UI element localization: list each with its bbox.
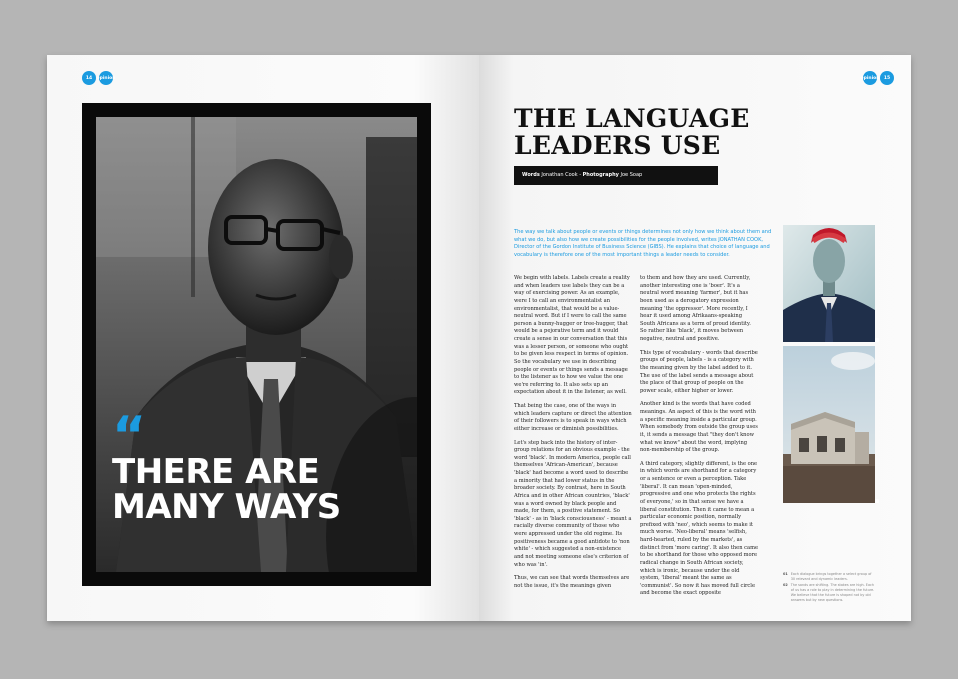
body-paragraph: Another kind is the words that have coded meanings. An aspect of this is the word with a specific meaning inside a particular group. When somebody from outside the group uses it, it sends a message that "they don't know what we know" about the word, implying non-membership of the group. xyxy=(640,401,758,454)
body-column-2 xyxy=(640,275,758,604)
author-name: Jonathan Cook xyxy=(541,172,578,178)
body-paragraph: We begin with labels. Labels create a reality and when leaders use labels they can be a way of exercising power. As an example, were I to call an environmentalist an environmentalist, that would be a value-neutral word. But if I were to call the same person a bunny-hugger or tree-hugger, that would be a pejorative term and it would create a sense in our conversation that this was a lesser person, or someone who ought to be given less respect in terms of opinion. So the vocabulary we use in describing people or events or things sends a message to the listener as to how we value the one we're referring to. It also sets up an expectation about it in the listener, as well. xyxy=(514,275,630,396)
magazine-spread xyxy=(47,55,911,621)
article-headline: THE LANGUAGE LEADERS USE xyxy=(514,104,750,160)
photo-corner-mark xyxy=(875,338,879,342)
portrait-photo xyxy=(96,117,417,572)
photographer-name: Joe Soap xyxy=(620,172,643,178)
caption-text: Each dialogue brings together a select group of 30 relevant and dynamic leaders. xyxy=(790,572,872,581)
left-page xyxy=(47,55,479,621)
photo-captions xyxy=(783,572,875,604)
photo-corner-mark xyxy=(875,499,879,503)
credit-bar xyxy=(514,166,718,185)
body-paragraph: This type of vocabulary - words that describe groups of people, labels - is a category with the meaning given by the label added to it. The use of the label sends a message about the place of that group of people on the power scale, either higher or lower. xyxy=(640,349,758,394)
section-badge: opinion xyxy=(863,71,877,85)
body-paragraph: A third category, slightly different, is the one in which words are shorthand for a category or a sentence or even a perception. Take 'liberal'. It can mean 'open-minded, progressive and one who protects the rights of everyone,' so in that sense we have a liberal constitution. Then it came to mean a particular economic position, normally prefixed with 'neo', which seems to make it much worse. 'Neo-liberal' means 'selfish, hard-hearted, ruled by the markets', as distinct from 'more caring'. It also then came to be shorthand for those who opposed more radical change in South African society, which is ironic, because under the old system, 'liberal' meant the same as 'communist'. So now it has moved full circle and become the exact opposite xyxy=(640,460,759,597)
photography-label: Photography xyxy=(582,172,619,178)
body-column-1 xyxy=(514,275,632,596)
page-number-badge: 14 xyxy=(82,71,96,85)
body-paragraph: That being the case, one of the ways in which leaders capture or direct the attention of their followers is to speak in ways which either increase or diminish possibilities. xyxy=(514,403,632,432)
caption-item xyxy=(783,583,875,603)
caption-number: 01 xyxy=(783,572,788,576)
body-paragraph: Let's step back into the history of inter-group relations for an obvious example - the word 'black'. In modern America, people call themselves 'African-American', because 'black' had become a word used to describe a minority that had lower status in the broader society. By contrast, here in South Africa and in other African countries, 'black' was a word owned by black people and made, for them, a positive statement. So 'black' - as in 'black consciousness' - meant a racially diverse community of those who were appressed under the old regime. Its positiveness became a good antidote to 'non white' - which suggested a non-existence and not meeting someone else's criterion of who was 'in'. xyxy=(514,439,632,568)
caption-text: The sands are shifting. The stakes are high. Each of us has a role to play in determining the future. We believe that the future is shaped not by old answers but by new questions. xyxy=(790,582,875,602)
house-photo xyxy=(783,346,875,503)
credit-separator: - xyxy=(577,172,583,178)
mannequin-photo xyxy=(783,225,875,342)
quote-mark-icon: “ xyxy=(112,406,147,466)
caption-item xyxy=(783,572,875,582)
article-intro: The way we talk about people or events or things determines not only how we think about them and what we do, but also how we create possibilities for the people involved, writes JONATHAN COOK, Director of the Gordon Institute of Business Science (GIBS). He explains that choice of language and vocabulary is therefore one of the most important things a leader needs to consider. xyxy=(514,229,772,258)
house-illustration xyxy=(783,346,875,503)
right-page xyxy=(479,55,911,621)
caption-number: 02 xyxy=(783,582,788,587)
mannequin-illustration xyxy=(783,225,875,342)
page-number-badge: 15 xyxy=(880,71,894,85)
pull-quote: THERE ARE MANY WAYS xyxy=(112,452,341,528)
words-label: Words xyxy=(522,172,540,178)
body-paragraph: to them and how they are used. Currently, another interesting one is 'boer'. It's a neutral word meaning 'farmer', but it has been used as a derogatory expression meaning 'the oppressor'. More recently, I hear it used among Afrikaans-speaking South Africans as a term of proud identity. So rather like 'black', it moves between negative, neutral and positive. xyxy=(640,275,751,342)
body-paragraph: Thus, we can see that words themselves are not the issue, it's the meanings given xyxy=(514,575,630,589)
portrait-frame xyxy=(82,103,431,586)
section-badge: opinion xyxy=(99,71,113,85)
